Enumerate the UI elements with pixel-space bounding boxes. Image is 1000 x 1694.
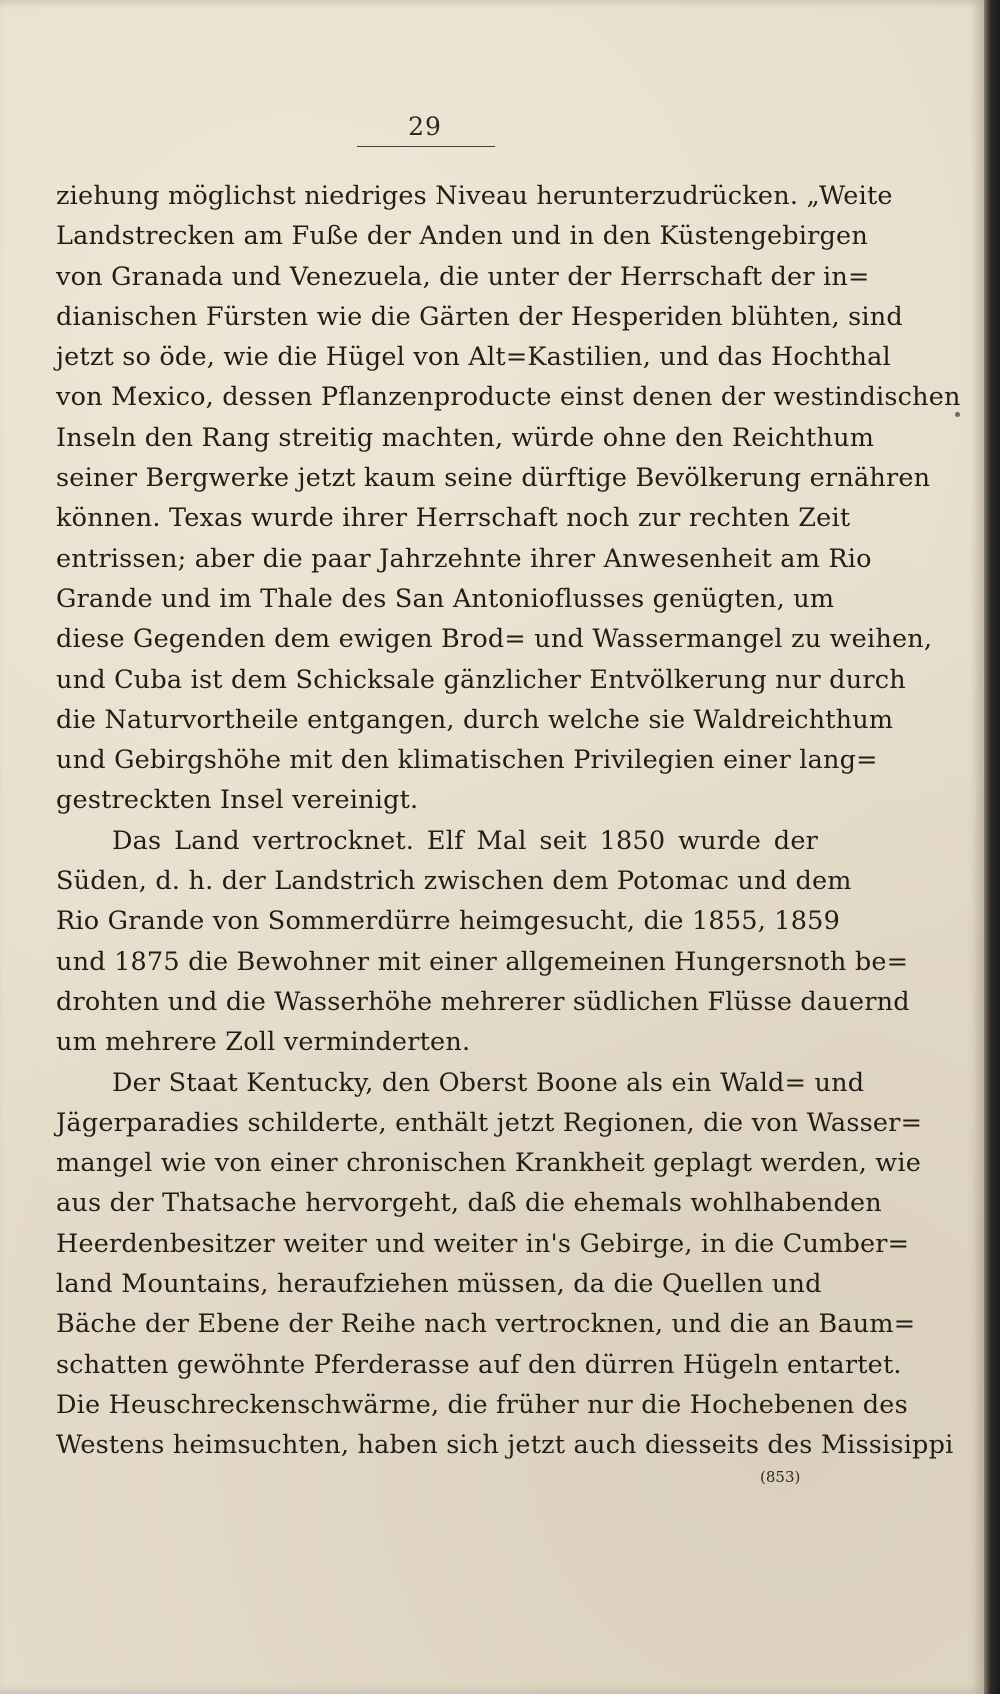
text-line: Heerdenbesitzer weiter und weiter in's Gebirge, in die Cumber= [56, 1228, 910, 1259]
text-line: von Mexico, dessen Pflanzenproducte einst denen der westindischen [56, 382, 961, 413]
page-edge-shadow [984, 0, 1000, 1694]
text-line: ziehung möglichst niedriges Niveau herunterzudrücken. „Weite [56, 181, 893, 211]
paper-speck [955, 412, 960, 417]
text-line: und 1875 die Bewohner mit einer allgemeinen Hungersnoth be= [56, 946, 909, 977]
text-line: Jägerparadies schilderte, enthält jetzt Regionen, die von Wasser= [56, 1107, 923, 1138]
text-line: Inseln den Rang streitig machten, würde ohne den Reichthum [56, 422, 875, 453]
text-line: Westens heimsuchten, haben sich jetzt auch diesseits des Missisippi [56, 1430, 954, 1461]
text-line: jetzt so öde, wie die Hügel von Alt=Kastilien, und das Hochthal [56, 342, 891, 373]
text-line: dianischen Fürsten wie die Gärten der Hesperiden blühten, sind [56, 301, 903, 332]
text-line: Grande und im Thale des San Antonioflusses genügten, um [56, 583, 835, 614]
text-line: Landstrecken am Fuße der Anden und in den Küstengebirgen [56, 221, 868, 252]
text-line: können. Texas wurde ihrer Herrschaft noch zur rechten Zeit [56, 503, 851, 534]
body-text [56, 176, 961, 1466]
text-line: mangel wie von einer chronischen Krankheit geplagt werden, wie [56, 1148, 921, 1179]
text-line: Süden, d. h. der Landstrich zwischen dem Potomac und dem [56, 866, 852, 897]
text-line: gestreckten Insel vereinigt. [56, 785, 419, 816]
text-line: drohten und die Wasserhöhe mehrerer südlichen Flüsse dauernd [56, 986, 910, 1017]
printer-signature: (853) [760, 1468, 801, 1486]
text-line: seiner Bergwerke jetzt kaum seine dürftige Bevölkerung ernähren [56, 463, 931, 494]
text-line: Bäche der Ebene der Reihe nach vertrocknen, und die an Baum= [56, 1309, 916, 1340]
paragraph-start-line: Das Land vertrocknet. Elf Mal seit 1850 wurde der [112, 825, 818, 856]
text-line: land Mountains, heraufziehen müssen, da die Quellen und [56, 1269, 822, 1300]
text-line: diese Gegenden dem ewigen Brod= und Wassermangel zu weihen, [56, 624, 933, 655]
text-line: und Cuba ist dem Schicksale gänzlicher Entvölkerung nur durch [56, 664, 906, 695]
text-line: die Naturvortheile entgangen, durch welche sie Waldreichthum [56, 704, 894, 735]
header-rule [357, 146, 495, 147]
paragraph-start-line: Der Staat Kentucky, den Oberst Boone als ein Wald= und [112, 1067, 865, 1098]
text-line: schatten gewöhnte Pferderasse auf den dürren Hügeln entartet. [56, 1349, 902, 1380]
page-number: 29 [408, 112, 442, 141]
text-line: Die Heuschreckenschwärme, die früher nur die Hochebenen des [56, 1389, 908, 1420]
text-line: von Granada und Venezuela, die unter der Herrschaft der in= [56, 261, 870, 292]
text-line: aus der Thatsache hervorgeht, daß die ehemals wohlhabenden [56, 1188, 882, 1219]
text-line: und Gebirgshöhe mit den klimatischen Privilegien einer lang= [56, 745, 878, 776]
text-line: entrissen; aber die paar Jahrzehnte ihrer Anwesenheit am Rio [56, 543, 872, 574]
text-line: Rio Grande von Sommerdürre heimgesucht, die 1855, 1859 [56, 906, 841, 937]
text-line: um mehrere Zoll verminderten. [56, 1027, 471, 1058]
